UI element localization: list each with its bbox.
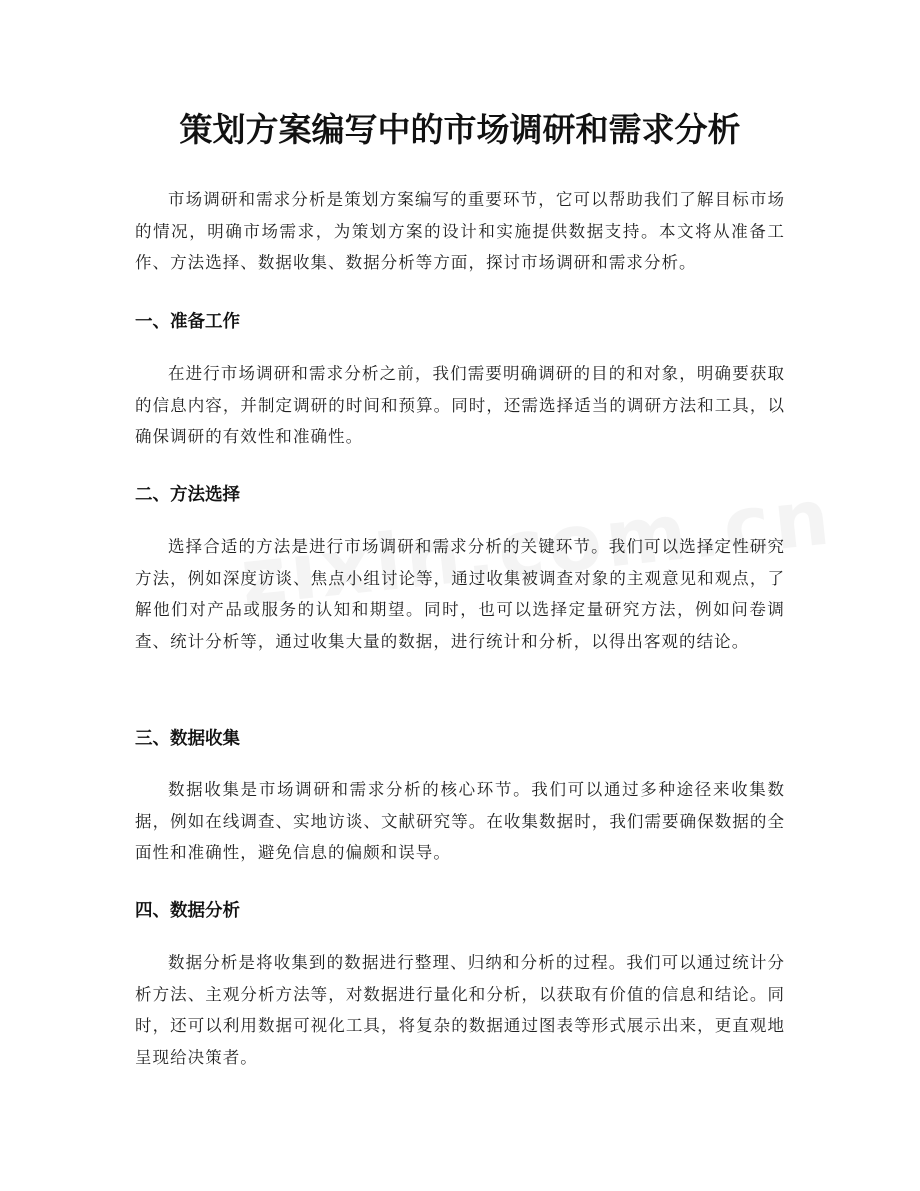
document-title: 策划方案编写中的市场调研和需求分析 bbox=[179, 110, 741, 149]
section-body-data-collection: 数据收集是市场调研和需求分析的核心环节。我们可以通过多种途径来收集数据，例如在线调查、实地访谈、文献研究等。在收集数据时，我们需要确保数据的全面性和准确性，避免信息的偏颇和误导。 bbox=[135, 780, 785, 862]
section-heading-data-collection: 三、数据收集 bbox=[135, 729, 240, 749]
section-body-preparation: 在进行市场调研和需求分析之前，我们需要明确调研的目的和对象，明确要获取的信息内容，并制定调研的时间和预算。同时，还需选择适当的调研方法和工具，以确保调研的有效性和准确性。 bbox=[135, 364, 785, 446]
section-heading-preparation: 一、准备工作 bbox=[135, 312, 240, 332]
section-heading-method: 二、方法选择 bbox=[135, 485, 240, 505]
section-body-data-analysis: 数据分析是将收集到的数据进行整理、归纳和分析的过程。我们可以通过统计分析方法、主观分析方法等，对数据进行量化和分析，以获取有价值的信息和结论。同时，还可以利用数据可视化工具，将复杂的数据通过图表等形式展示出来，更直观地呈现给决策者。 bbox=[135, 953, 785, 1067]
section-body-method: 选择合适的方法是进行市场调研和需求分析的关键环节。我们可以选择定性研究方法，例如深度访谈、焦点小组讨论等，通过收集被调查对象的主观意见和观点，了解他们对产品或服务的认知和期望。同时，也可以选择定量研究方法，例如问卷调查、统计分析等，通过收集大量的数据，进行统计和分析，以得出客观的结论。 bbox=[135, 537, 785, 651]
intro-paragraph: 市场调研和需求分析是策划方案编写的重要环节，它可以帮助我们了解目标市场的情况，明确市场需求，为策划方案的设计和实施提供数据支持。本文将从准备工作、方法选择、数据收集、数据分析等方面，探讨市场调研和需求分析。 bbox=[135, 190, 785, 272]
section-heading-data-analysis: 四、数据分析 bbox=[135, 901, 240, 921]
